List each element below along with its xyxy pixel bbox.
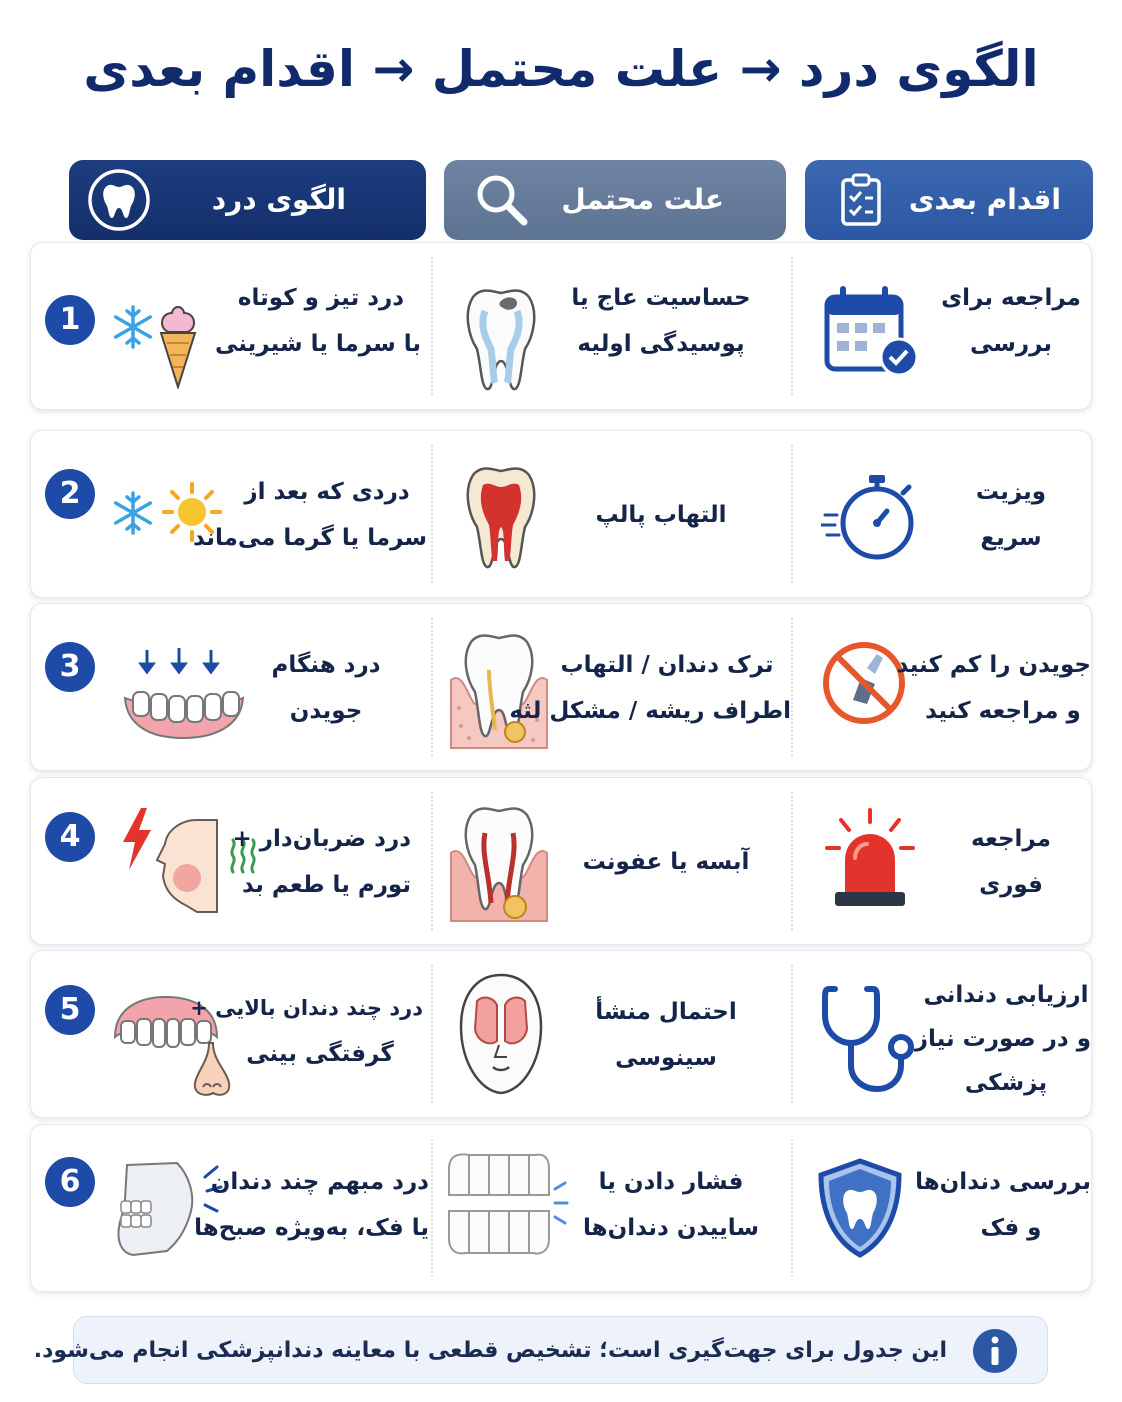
next-action-text: ویزیت سریع [975, 479, 1047, 551]
disclaimer-note [33, 1316, 1048, 1384]
table-row [30, 603, 1092, 771]
table-row [30, 777, 1092, 945]
page-title: الگوی درد → علت محتمل → اقدام بعدی [83, 40, 1039, 98]
tooth-circle-icon [87, 168, 151, 232]
next-action-text: مراجعه فوری [971, 826, 1051, 898]
disclaimer-text: این جدول برای جهت‌گیری است؛ تشخیص قطعی با معاینه دندانپزشکی انجام می‌شود. [33, 1338, 947, 1363]
row-number-badge: 5 [45, 985, 95, 1035]
possible-cause-text: حساسیت عاج یا پوسیدگی اولیه [571, 285, 751, 357]
next-action-text: جویدن را کم کنید و مراجعه کنید [896, 652, 1091, 724]
grinding-teeth-icon [445, 1149, 569, 1261]
stopwatch-icon [821, 467, 921, 567]
pain-pattern-text: دردی که بعد از سرما یا گرما می‌ماند [193, 479, 427, 551]
header-next-action-label: اقدام بعدی [908, 183, 1061, 216]
table-row [30, 950, 1092, 1118]
clipboard-check-icon [831, 170, 891, 230]
pain-pattern-text: درد تیز و کوتاه با سرما یا شیرینی [215, 285, 421, 357]
possible-cause-text: فشار دادن یا ساییدن دندان‌ها [582, 1169, 760, 1241]
ice-cream-icon [155, 303, 201, 389]
tooth-pulp-icon [461, 461, 541, 573]
snowflake-icon [109, 303, 157, 351]
possible-cause-text: التهاب پالپ [595, 502, 727, 528]
table-row [30, 430, 1092, 598]
header-pain-pattern-label: الگوی درد [211, 183, 346, 216]
header-possible-cause-label: علت محتمل [561, 183, 724, 216]
row-number-badge: 4 [45, 812, 95, 862]
row-number-badge: 3 [45, 642, 95, 692]
info-icon [971, 1327, 1019, 1375]
header-pain-pattern [69, 160, 426, 240]
table-row [30, 242, 1092, 410]
row-number-badge: 1 [45, 295, 95, 345]
tooth-cavity-icon [461, 283, 541, 395]
next-action-text: ارزیابی دندانی و در صورت نیاز پزشکی [914, 982, 1091, 1096]
calendar-check-icon [821, 285, 921, 381]
pain-pattern-text: درد هنگام جویدن [271, 652, 381, 724]
possible-cause-text: ترک دندان / التهاب اطراف ریشه / مشکل لثه [509, 652, 791, 724]
tooth-shield-icon [815, 1157, 905, 1259]
pain-pattern-text: درد چند دندان بالایی + گرفتگی بینی [190, 996, 423, 1067]
header-next-action [805, 160, 1093, 240]
row-number-badge: 6 [45, 1157, 95, 1207]
swollen-face-icon [147, 816, 227, 916]
alarm-siren-icon [825, 808, 915, 912]
row-number-badge: 2 [45, 469, 95, 519]
pain-pattern-text: درد مبهم چند دندان یا فک، به‌ویژه صبح‌ها [194, 1169, 429, 1241]
chewing-teeth-icon [121, 646, 251, 746]
tooth-abscess-icon [449, 802, 549, 924]
next-action-text: بررسی دندان‌ها و فک [915, 1169, 1091, 1241]
possible-cause-text: احتمال منشأ سینوسی [595, 999, 737, 1071]
stethoscope-icon [821, 985, 917, 1095]
header-possible-cause [444, 160, 786, 240]
sinus-face-icon [453, 971, 549, 1097]
possible-cause-text: آبسه یا عفونت [582, 849, 750, 875]
table-row [30, 1124, 1092, 1292]
pain-pattern-text: درد ضربان‌دار + تورم یا طعم بد [232, 826, 411, 898]
snowflake-icon [109, 489, 157, 537]
magnifier-icon [472, 170, 532, 230]
next-action-text: مراجعه برای بررسی [941, 285, 1081, 357]
